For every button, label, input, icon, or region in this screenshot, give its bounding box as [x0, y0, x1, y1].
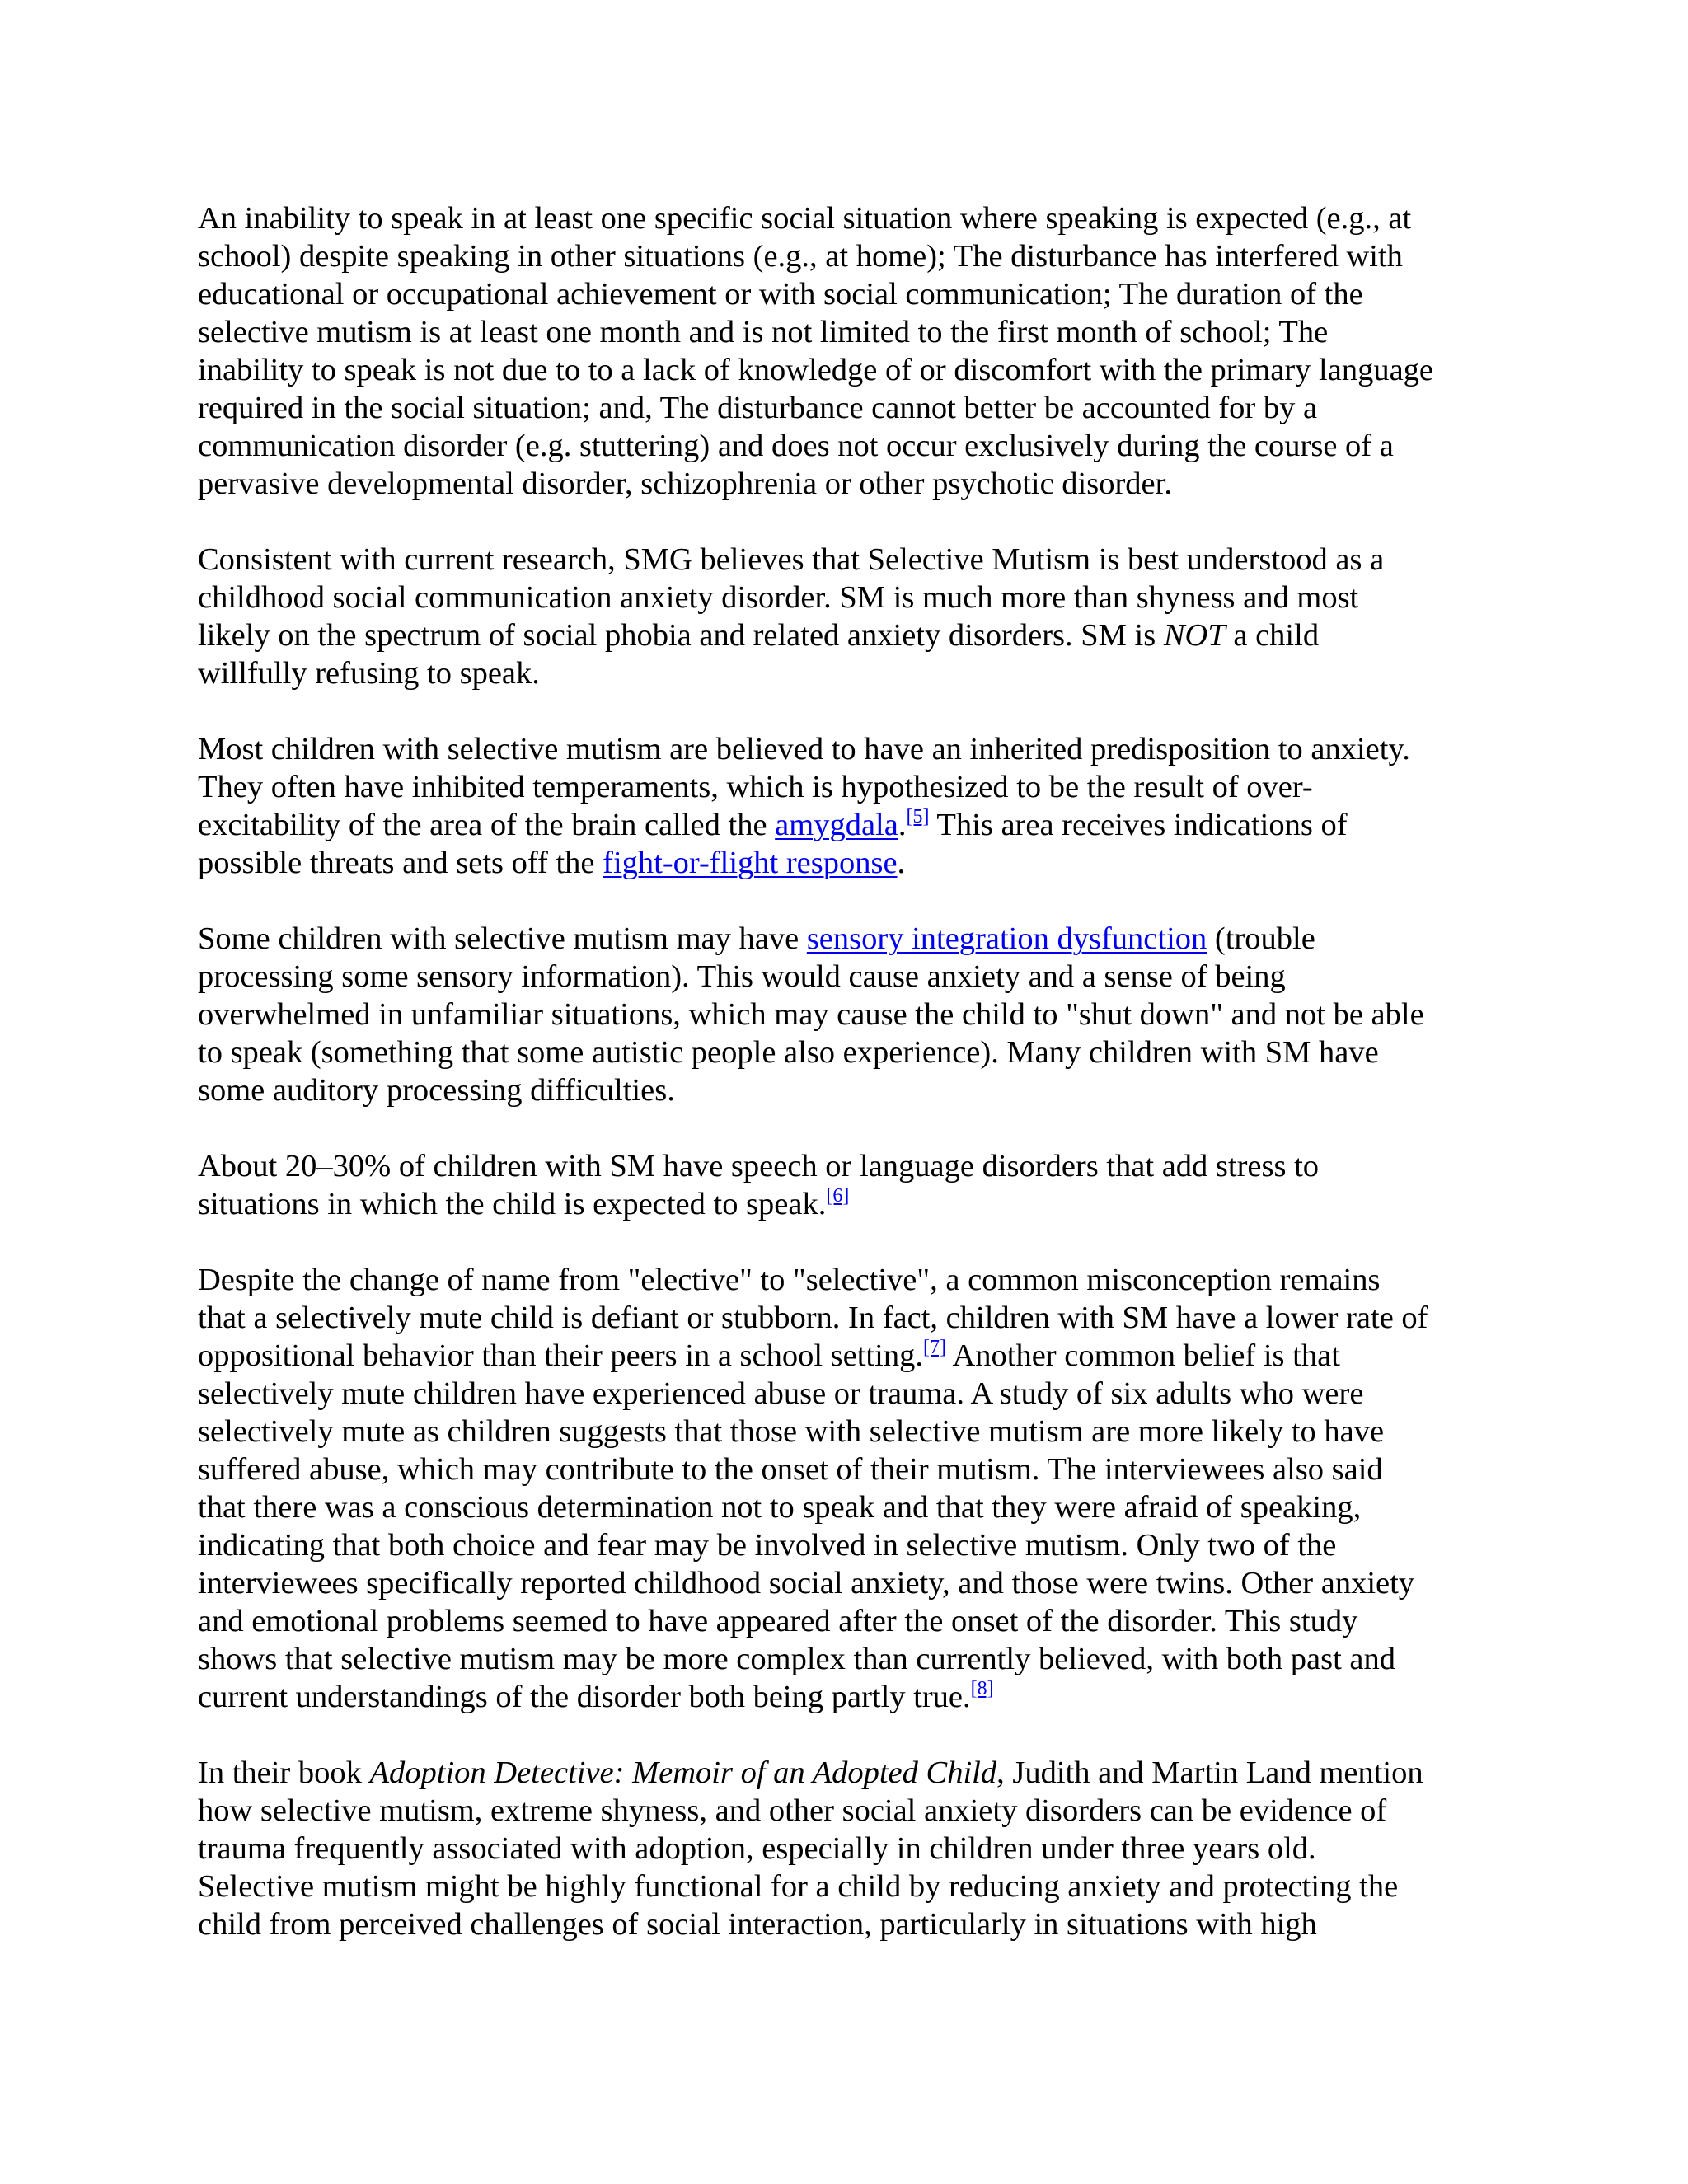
paragraph-smg-research — [198, 541, 1500, 692]
text-line: pervasive developmental disorder, schizophrenia or other psychotic disorder. — [198, 466, 1172, 501]
text-line: some auditory processing difficulties. — [198, 1073, 675, 1108]
text-line: selectively mute as children suggests that those with selective mutism are more likely to have — [198, 1414, 1385, 1449]
text-segment: a child — [1225, 618, 1320, 653]
text-line: processing some sensory information). This would cause anxiety and a sense of being — [198, 959, 1286, 994]
citation-7-link[interactable]: [7] — [922, 1337, 946, 1358]
fight-or-flight-link[interactable]: fight-or-flight response — [603, 846, 898, 880]
citation-8 — [971, 1678, 994, 1699]
text-segment: Another common belief is that — [945, 1338, 1340, 1373]
text-segment: In their book — [198, 1755, 370, 1790]
text-line: and emotional problems seemed to have appeared after the onset of the disorder. This study — [198, 1604, 1358, 1638]
text-line: selective mutism is at least one month and is not limited to the first month of school; The — [198, 315, 1329, 349]
text-line — [198, 844, 1500, 882]
text-segment: situations in which the child is expected to speak. — [198, 1187, 827, 1221]
text-line: willfully refusing to speak. — [198, 656, 540, 691]
text-segment: likely on the spectrum of social phobia and related anxiety disorders. SM is — [198, 618, 1164, 653]
sensory-integration-link[interactable]: sensory integration dysfunction — [806, 921, 1207, 956]
text-line: how selective mutism, extreme shyness, and other social anxiety disorders can be evidence of — [198, 1793, 1387, 1828]
paragraph-misconceptions — [198, 1261, 1500, 1716]
text-line: inability to speak is not due to to a lack of knowledge of or discomfort with the primary language — [198, 353, 1433, 387]
citation-5-link[interactable]: [5] — [906, 806, 930, 827]
text-line — [198, 1678, 1500, 1716]
paragraph-inherited-predisposition — [198, 730, 1500, 882]
text-line: required in the social situation; and, The disturbance cannot better be accounted for by a — [198, 391, 1318, 425]
paragraph-speech-disorders — [198, 1147, 1500, 1223]
text-line: child from perceived challenges of social interaction, particularly in situations with high — [198, 1907, 1317, 1942]
citation-7 — [923, 1337, 946, 1358]
emphasis-not: NOT — [1163, 618, 1226, 653]
text-line: About 20–30% of children with SM have speech or language disorders that add stress to — [198, 1149, 1320, 1183]
text-segment: , Judith and Martin Land mention — [996, 1755, 1423, 1790]
text-line: interviewees specifically reported childhood social anxiety, and those were twins. Other anxiety — [198, 1566, 1415, 1601]
text-line: that a selectively mute child is defiant or stubborn. In fact, children with SM have a lower rate of — [198, 1301, 1428, 1335]
text-segment: Some children with selective mutism may have — [198, 921, 807, 956]
paragraph-adoption-detective — [198, 1754, 1500, 1943]
amygdala-link[interactable]: amygdala — [775, 808, 898, 842]
text-segment: This area receives indications of — [929, 808, 1348, 842]
paragraph-diagnostic-criteria — [198, 199, 1500, 503]
citation-6 — [826, 1185, 849, 1207]
article-body — [198, 199, 1500, 1981]
text-line: school) despite speaking in other situations (e.g., at home); The disturbance has interfered with — [198, 239, 1403, 274]
text-segment: (trouble — [1207, 921, 1315, 956]
text-line: Selective mutism might be highly functional for a child by reducing anxiety and protecting the — [198, 1869, 1399, 1904]
citation-6-link[interactable]: [6] — [826, 1185, 850, 1207]
text-line: childhood social communication anxiety disorder. SM is much more than shyness and most — [198, 580, 1359, 615]
text-line — [198, 920, 1500, 958]
text-line: Consistent with current research, SMG believes that Selective Mutism is best understood as a — [198, 542, 1385, 577]
text-line: An inability to speak in at least one specific social situation where speaking is expected (e.g., at — [198, 201, 1412, 236]
text-line — [198, 1754, 1500, 1792]
text-segment: . — [897, 846, 906, 880]
text-line: selectively mute children have experienced abuse or trauma. A study of six adults who were — [198, 1376, 1364, 1411]
text-line: overwhelmed in unfamiliar situations, which may cause the child to "shut down" and not be able — [198, 997, 1424, 1032]
text-line: that there was a conscious determination not to speak and that they were afraid of speaking, — [198, 1490, 1362, 1525]
text-segment: excitability of the area of the brain called the — [198, 808, 776, 842]
citation-5 — [906, 806, 929, 827]
text-line: to speak (something that some autistic people also experience). Many children with SM have — [198, 1035, 1379, 1070]
text-segment: . — [898, 808, 907, 842]
text-line: shows that selective mutism may be more complex than currently believed, with both past and — [198, 1642, 1396, 1676]
text-segment: oppositional behavior than their peers in a school setting. — [198, 1338, 923, 1373]
text-line — [198, 806, 1500, 844]
text-line: educational or occupational achievement or with social communication; The duration of the — [198, 277, 1363, 312]
text-line: communication disorder (e.g. stuttering) and does not occur exclusively during the course of a — [198, 429, 1394, 463]
text-line: suffered abuse, which may contribute to the onset of their mutism. The interviewees also said — [198, 1452, 1383, 1487]
text-segment: current understandings of the disorder both being partly true. — [198, 1680, 971, 1714]
text-line — [198, 1185, 1500, 1223]
paragraph-sensory-integration — [198, 920, 1500, 1109]
text-line: Despite the change of name from "elective" to "selective", a common misconception remains — [198, 1263, 1381, 1297]
book-title: Adoption Detective: Memoir of an Adopted Child — [369, 1755, 997, 1790]
text-line: They often have inhibited temperaments, which is hypothesized to be the result of over- — [198, 770, 1313, 804]
text-line: trauma frequently associated with adoption, especially in children under three years old. — [198, 1831, 1316, 1866]
text-segment: possible threats and sets off the — [198, 846, 603, 880]
text-line — [198, 1337, 1500, 1375]
citation-8-link[interactable]: [8] — [970, 1678, 994, 1699]
text-line: indicating that both choice and fear may be involved in selective mutism. Only two of the — [198, 1528, 1337, 1563]
text-line: Most children with selective mutism are believed to have an inherited predisposition to anxiety. — [198, 732, 1410, 766]
text-line — [198, 616, 1500, 654]
